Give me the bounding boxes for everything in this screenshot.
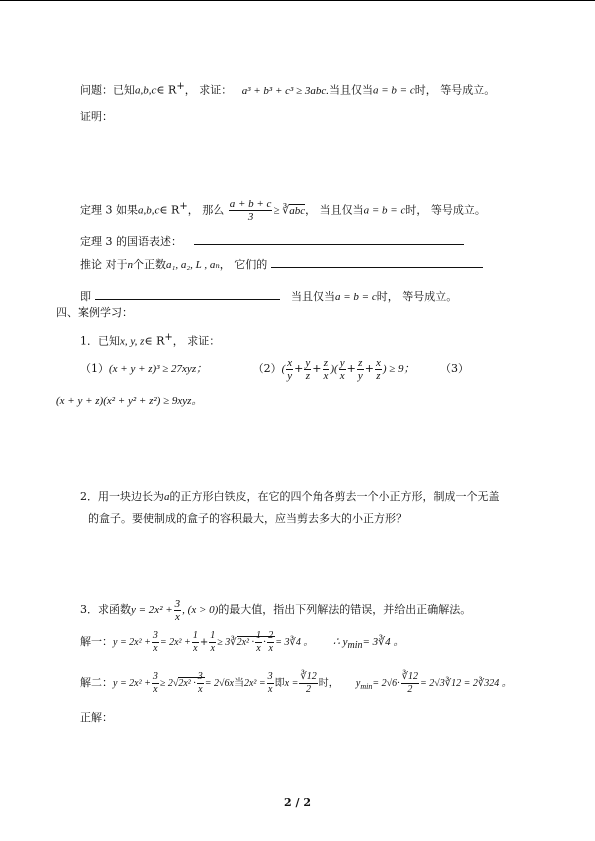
corollary2-line: 即 当且仅当a = b = c时， 等号成立。 xyxy=(80,287,457,304)
corollary2-blank[interactable] xyxy=(95,287,280,300)
example2-line2: 的盒子。要使制成的盒子的容积最大，应当剪去多大的小正方形？ xyxy=(88,512,407,525)
page-number: 2 / 2 xyxy=(284,796,311,809)
example2-line1: 2．用一块边长为a的正方形白铁皮，在它的四个角各剪去一个小正方形，制成一个无盖 xyxy=(80,490,500,503)
corollary-line: 推论 对于n个正数a₁, a₂, L , aₙ， 它们的 xyxy=(80,255,483,272)
theorem3-line: 定理 3 如果a,b,c∈ R+， 那么 $\frac{a + b + c}{3}$ ≥ ∛abc， 当且仅当a = b = c时， 等号成立。 xyxy=(80,198,486,224)
section-4-heading: 四、案例学习： xyxy=(56,306,133,319)
top-rule xyxy=(0,0,595,1)
example3-line: 3．求函数y = 2x² + $\frac{3}{x}$ , (x > 0)的最大值，指出下列解法的错误，并给出正确解法。 xyxy=(80,597,472,623)
problem-line: 问题：已知a,b,c∈ R+， 求证： a³ + b³ + c³ ≥ 3abc.当且仅当a = b = c时， 等号成立。 xyxy=(80,81,496,97)
theorem3-lang-line: 定理 3 的国语表述： xyxy=(80,232,464,249)
example1-part3: (x + y + z)(x² + y² + z²) ≥ 9xyz。 xyxy=(56,395,203,407)
correct-solution-label: 正解： xyxy=(80,711,113,724)
corollary-blank[interactable] xyxy=(271,255,483,268)
example1-line: 1．已知x, y, z∈ R+， 求证： xyxy=(80,332,221,348)
solution2-line: 解二：y = 2x² + $\frac{3}{x}$ ≥ 2√2x² · $\frac{3}{x}$ = 2√6x当2x² = $\frac{3}{x}$ 即x = $\frac{∛12}{2}$ 时， $y_{min}= 2√6\cdot$ $\frac{∛12}{2}$ = 2√3∛12 = 2∛324 。 xyxy=(80,671,512,695)
proof-label: 证明： xyxy=(80,110,113,123)
solution1-line: 解一：y = 2x² + $\frac{3}{x}$ = 2x² + $\frac{1}{x}$ + $\frac{1}{x}$ ≥ 3∛2x² · $\frac{1}{x}$ · $\frac{2}{x}$ = 3∛4 。 ∴ $y_{min}=$ 3∛4 。 xyxy=(80,629,405,654)
theorem3-lang-blank[interactable] xyxy=(194,232,464,245)
theorem3-fraction: $\frac{a + b + c}{3}$ xyxy=(229,198,272,224)
example1-parts: （1）(x + y + z)³ ≥ 27xyz； （2）( $\frac{x}{y}$ + $\frac{y}{z}$ + $\frac{z}{x}$ )( $\frac{y}{x}$ + $\frac{z}{y}$ + $\frac{x}{z}$ ) ≥ 9； （3） xyxy=(80,356,470,382)
